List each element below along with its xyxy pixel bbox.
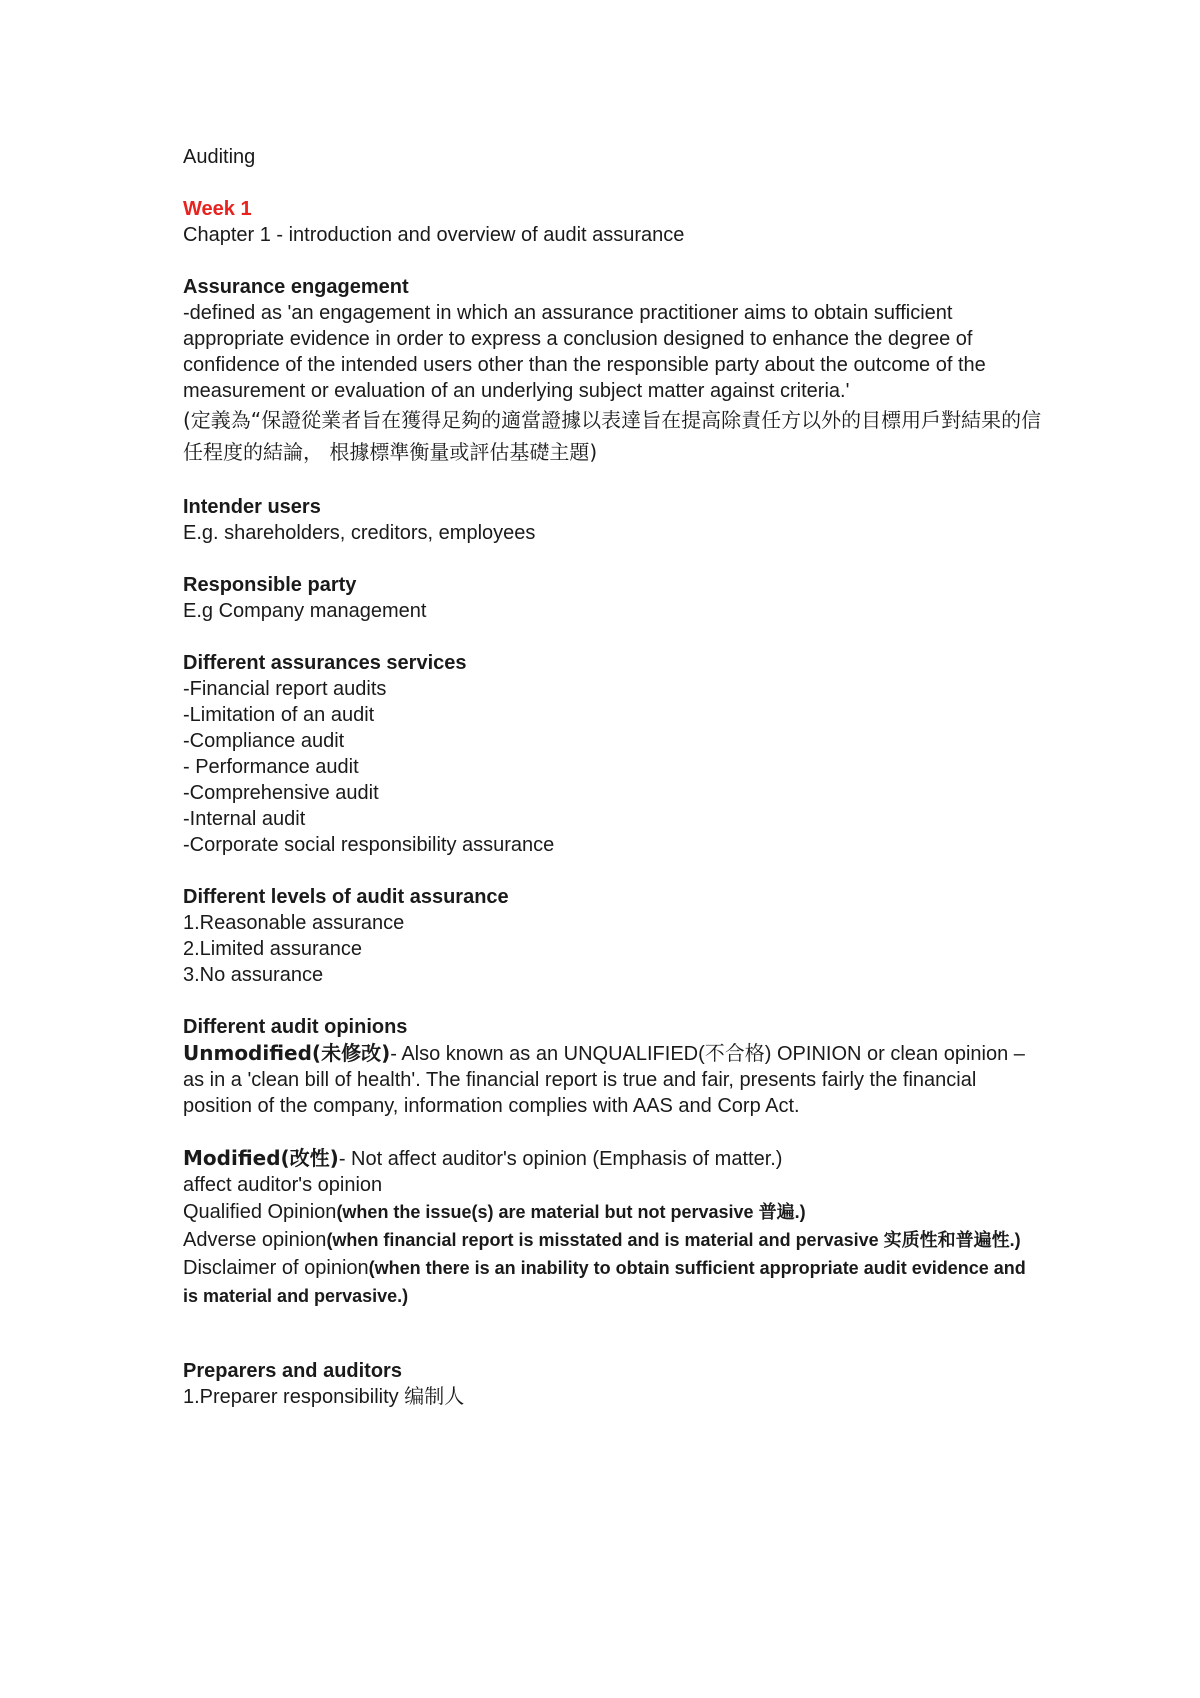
list-item: 3.No assurance	[183, 964, 324, 986]
services-heading: Different assurances services	[183, 652, 467, 674]
adverse-label: Adverse opinion	[183, 1229, 327, 1251]
qualified-opinion	[183, 1198, 1043, 1226]
responsible-party-heading: Responsible party	[183, 574, 357, 596]
list-item: -Corporate social responsibility assurance	[183, 834, 555, 856]
adverse-opinion	[183, 1226, 1043, 1254]
opinions-heading: Different audit opinions	[183, 1016, 408, 1038]
intended-users-text: E.g. shareholders, creditors, employees	[183, 522, 536, 544]
list-item: 2.Limited assurance	[183, 938, 362, 960]
unmodified-text: - Also known as an UNQUALIFIED(不合格) OPINION or clean opinion – as in a 'clean bill of health'. The financial report is true and fair, presents fairly the financial position of the company, information complies with AAS and Corp Act.	[183, 1043, 1025, 1117]
assurance-engagement-definition: -defined as 'an engagement in which an assurance practitioner aims to obtain sufficient appropriate evidence in order to express a conclusion designed to enhance the degree of confidence of the intended users other than the responsible party about the outcome of the measurement or evaluation of an underlying subject matter against criteria.'	[183, 302, 986, 402]
preparers-heading: Preparers and auditors	[183, 1360, 402, 1382]
list-item: -Limitation of an audit	[183, 704, 375, 726]
qualified-label: Qualified Opinion	[183, 1201, 337, 1223]
list-item: - Performance audit	[183, 756, 359, 778]
responsible-party-text: E.g Company management	[183, 600, 427, 622]
week-heading: Week 1	[183, 198, 252, 220]
disclaimer-note: (when there is an inability to obtain sufficient appropriate audit evidence and is material and pervasive.)	[183, 1258, 1026, 1306]
disclaimer-opinion	[183, 1254, 1043, 1310]
list-item: 1.Preparer responsibility 编制人	[183, 1386, 465, 1408]
assurance-engagement-translation: (定義為“保證從業者旨在獲得足夠的適當證據以表達旨在提高除責任方以外的目標用戶對結果的信任程度的結論， 根據標準衡量或評估基礎主題)	[183, 408, 1042, 464]
list-item: -Financial report audits	[183, 678, 387, 700]
document-page	[183, 144, 1043, 1410]
modified-text: - Not affect auditor's opinion (Emphasis of matter.)	[338, 1148, 783, 1170]
intended-users-heading: Intender users	[183, 496, 321, 518]
assurance-engagement-heading: Assurance engagement	[183, 276, 409, 298]
list-item: 1.Reasonable assurance	[183, 912, 405, 934]
adverse-note: (when financial report is misstated and is material and pervasive 实质性和普遍性.)	[326, 1230, 1021, 1250]
modified-paragraph	[183, 1145, 1043, 1172]
list-item: -Compliance audit	[183, 730, 345, 752]
list-item: -Comprehensive audit	[183, 782, 379, 804]
affect-text: affect auditor's opinion	[183, 1174, 383, 1196]
chapter-title: Chapter 1 - introduction and overview of audit assurance	[183, 224, 685, 246]
levels-heading: Different levels of audit assurance	[183, 886, 509, 908]
disclaimer-label: Disclaimer of opinion	[183, 1257, 369, 1279]
list-item: -Internal audit	[183, 808, 306, 830]
qualified-note: (when the issue(s) are material but not pervasive 普遍.)	[336, 1202, 806, 1222]
unmodified-label: Unmodified(未修改)	[183, 1041, 391, 1065]
unmodified-paragraph	[183, 1040, 1043, 1119]
doc-title: Auditing	[183, 146, 256, 168]
modified-label: Modified(改性)	[183, 1146, 339, 1170]
